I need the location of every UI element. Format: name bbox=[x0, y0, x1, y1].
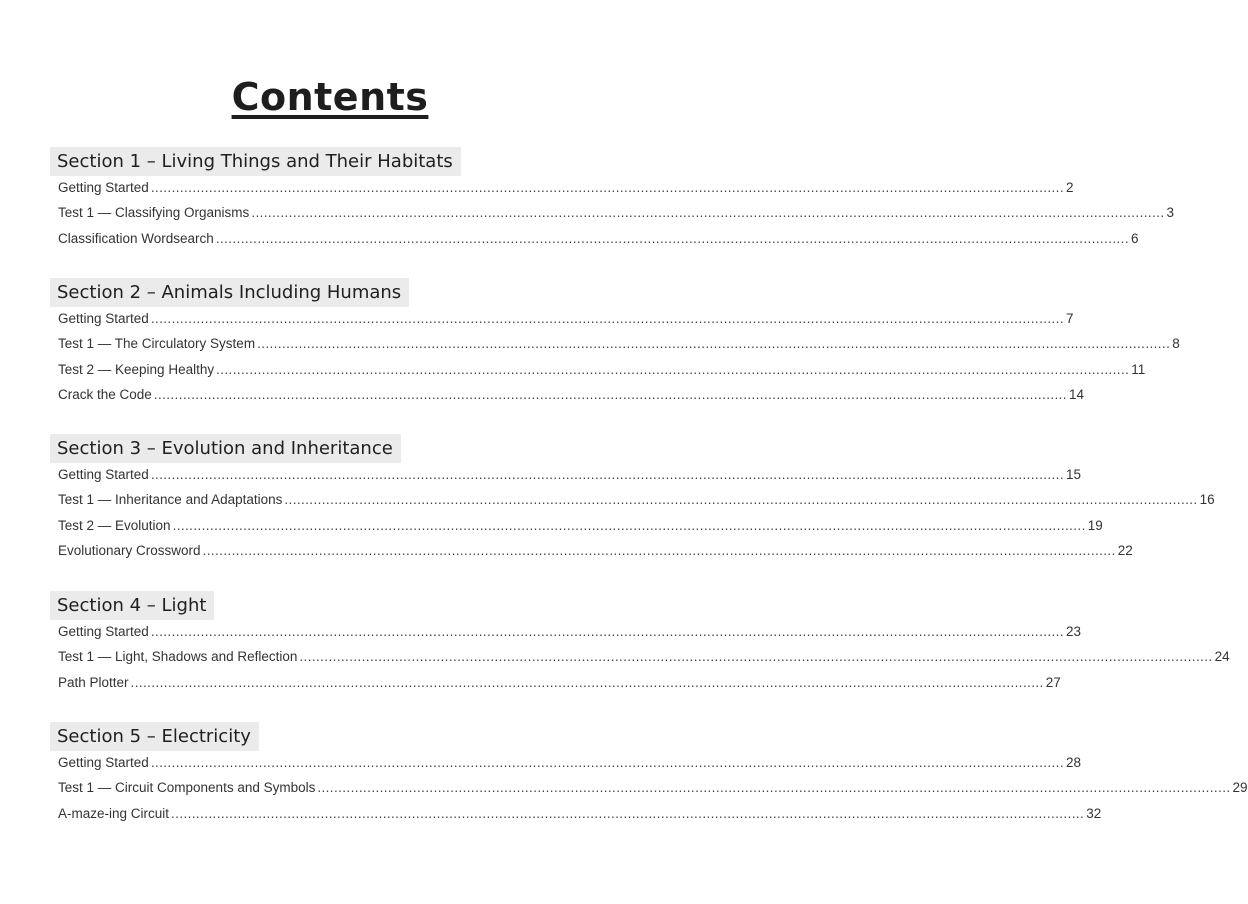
dot-leader: ............................................................................................................................................................................................................................ bbox=[150, 624, 1064, 639]
toc-entry-page: 14 bbox=[1068, 386, 1084, 402]
toc-entry[interactable] bbox=[58, 230, 1139, 256]
toc-entry[interactable] bbox=[58, 805, 1102, 831]
toc-entry-label: Test 1 — The Circulatory System bbox=[58, 336, 256, 352]
section-heading: Section 2 – Animals Including Humans bbox=[50, 278, 409, 307]
toc-entry[interactable] bbox=[58, 755, 1082, 780]
dot-leader: ............................................................................................................................................................................................................................ bbox=[216, 361, 1130, 377]
toc-entry-label: Test 1 — Light, Shadows and Reflection bbox=[58, 649, 298, 665]
section-3 bbox=[50, 434, 1215, 568]
dot-leader: ............................................................................................................................................................................................................................ bbox=[150, 755, 1064, 770]
toc-entry[interactable] bbox=[58, 336, 1180, 361]
section-heading: Section 4 – Light bbox=[50, 591, 214, 620]
toc-entry[interactable] bbox=[58, 467, 1082, 492]
toc-entry-page: 8 bbox=[1172, 336, 1180, 352]
section-entries bbox=[50, 180, 1174, 256]
section-heading: Section 3 – Evolution and Inheritance bbox=[50, 434, 401, 463]
section-2 bbox=[50, 278, 1180, 412]
toc-entry-label: Test 2 — Evolution bbox=[58, 517, 171, 533]
toc-entry-page: 2 bbox=[1065, 180, 1074, 195]
page-title-text: Contents bbox=[231, 75, 429, 119]
toc-entry-page: 24 bbox=[1214, 649, 1230, 665]
section-entries bbox=[50, 624, 1230, 700]
toc-entry-page: 7 bbox=[1065, 311, 1074, 326]
toc-entry-label: Getting Started bbox=[58, 755, 149, 770]
dot-leader: ............................................................................................................................................................................................................................ bbox=[150, 467, 1064, 482]
toc-entry[interactable] bbox=[58, 780, 1248, 805]
toc-entry-page: 19 bbox=[1087, 517, 1103, 533]
toc-entry-page: 6 bbox=[1130, 230, 1139, 246]
dot-leader: ............................................................................................................................................................................................................................ bbox=[251, 205, 1165, 221]
toc-entry[interactable] bbox=[58, 361, 1146, 387]
toc-entry[interactable] bbox=[58, 180, 1074, 205]
toc-entry-label: Getting Started bbox=[58, 624, 149, 639]
section-5 bbox=[50, 722, 1248, 831]
toc-entry-page: 22 bbox=[1117, 542, 1133, 558]
toc-entry[interactable] bbox=[58, 542, 1133, 568]
toc-entry[interactable] bbox=[58, 649, 1230, 674]
toc-entry-label: Crack the Code bbox=[58, 386, 152, 402]
section-entries bbox=[50, 467, 1215, 568]
dot-leader: ............................................................................................................................................................................................................................ bbox=[202, 542, 1116, 558]
toc-entry-page: 15 bbox=[1065, 467, 1082, 482]
toc-entry-page: 28 bbox=[1065, 755, 1082, 770]
dot-leader: ............................................................................................................................................................................................................................ bbox=[150, 311, 1064, 326]
section-heading: Section 5 – Electricity bbox=[50, 722, 259, 751]
dot-leader: ............................................................................................................................................................................................................................ bbox=[317, 780, 1231, 796]
toc-entry[interactable] bbox=[58, 492, 1215, 517]
dot-leader: ............................................................................................................................................................................................................................ bbox=[299, 649, 1213, 665]
toc-entry[interactable] bbox=[58, 205, 1174, 230]
toc-entry-page: 16 bbox=[1199, 492, 1215, 508]
dot-leader: ............................................................................................................................................................................................................................ bbox=[150, 180, 1064, 195]
toc-entry-label: Getting Started bbox=[58, 180, 149, 195]
toc-entry-page: 29 bbox=[1232, 780, 1248, 796]
section-4 bbox=[50, 591, 1230, 700]
dot-leader: ............................................................................................................................................................................................................................ bbox=[130, 674, 1044, 690]
toc-entry-label: Getting Started bbox=[58, 311, 149, 326]
toc-entry-label: Path Plotter bbox=[58, 674, 129, 690]
dot-leader: ............................................................................................................................................................................................................................ bbox=[172, 517, 1086, 533]
toc-entry-page: 3 bbox=[1166, 205, 1174, 221]
dot-leader: ............................................................................................................................................................................................................................ bbox=[257, 336, 1171, 352]
toc-entry[interactable] bbox=[58, 517, 1103, 543]
section-entries bbox=[50, 311, 1180, 412]
toc-entry[interactable] bbox=[58, 674, 1061, 700]
page-title bbox=[0, 72, 660, 122]
toc-entry-label: A-maze-ing Circuit bbox=[58, 805, 170, 821]
section-entries bbox=[50, 755, 1248, 831]
toc-entry-label: Getting Started bbox=[58, 467, 149, 482]
toc-entry-page: 11 bbox=[1131, 361, 1146, 377]
dot-leader: ............................................................................................................................................................................................................................ bbox=[284, 492, 1198, 508]
section-1 bbox=[50, 147, 1174, 256]
dot-leader: ............................................................................................................................................................................................................................ bbox=[171, 805, 1085, 821]
dot-leader: ............................................................................................................................................................................................................................ bbox=[153, 386, 1067, 402]
toc-entry-label: Test 2 — Keeping Healthy bbox=[58, 361, 215, 377]
toc-entry-label: Test 1 — Classifying Organisms bbox=[58, 205, 250, 221]
toc-entry-label: Classification Wordsearch bbox=[58, 230, 214, 246]
toc-entry-label: Test 1 — Inheritance and Adaptations bbox=[58, 492, 283, 508]
toc-entry[interactable] bbox=[58, 311, 1074, 336]
toc-entry-page: 27 bbox=[1045, 674, 1061, 690]
toc-entry-page: 23 bbox=[1065, 624, 1082, 639]
dot-leader: ............................................................................................................................................................................................................................ bbox=[215, 230, 1129, 246]
toc-entry[interactable] bbox=[58, 386, 1084, 412]
section-heading: Section 1 – Living Things and Their Habitats bbox=[50, 147, 461, 176]
toc-entry-page: 32 bbox=[1086, 805, 1102, 821]
toc-entry[interactable] bbox=[58, 624, 1082, 649]
toc-entry-label: Test 1 — Circuit Components and Symbols bbox=[58, 780, 316, 796]
toc-entry-label: Evolutionary Crossword bbox=[58, 542, 201, 558]
